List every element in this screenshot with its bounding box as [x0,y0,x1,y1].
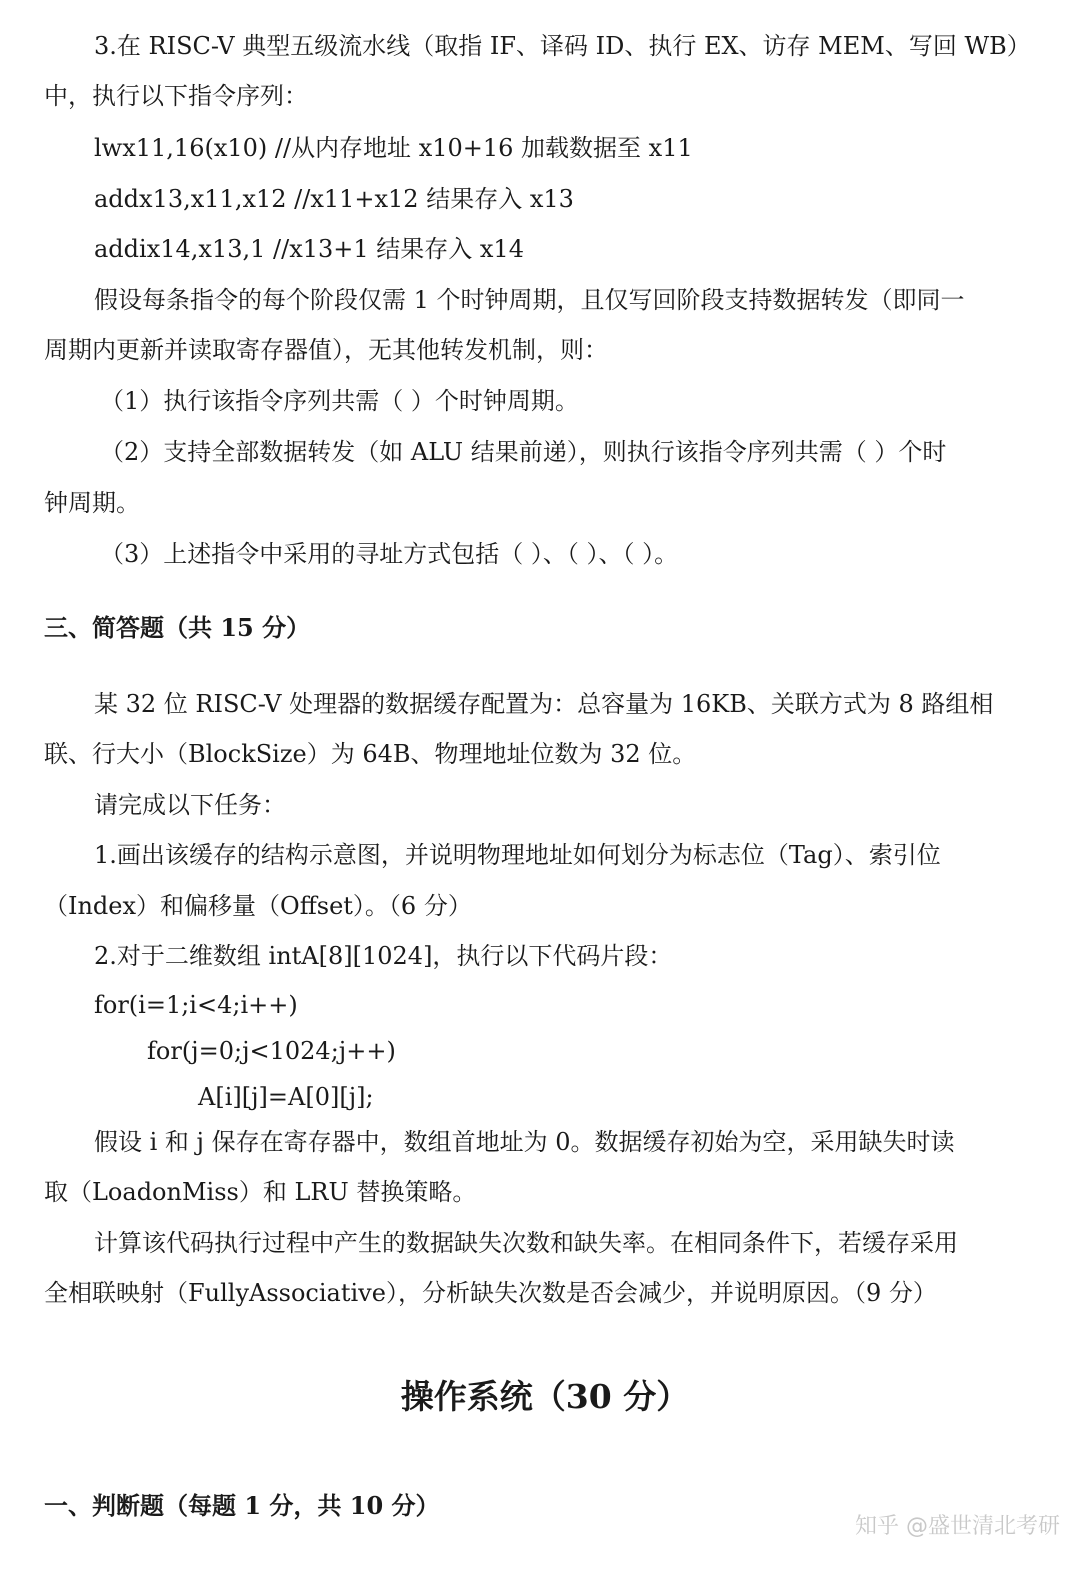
os-heading: 一、判断题（每题 1 分，共 10 分） [44,1491,440,1520]
section-heading: 三、简答题（共 15 分） [44,613,311,642]
q3-line2: 中，执行以下指令序列： [44,82,308,110]
compute-line-2: 全相联映射（FullyAssociative），分析缺失次数是否会减少，并说明原因。（9 分） [44,1279,937,1307]
code-loop-body: A[i][j]=A[0][j]; [198,1083,374,1111]
task-intro: 请完成以下任务： [94,791,286,819]
sub-question-2a: （2）支持全部数据转发（如 ALU 结果前递），则执行该指令序列共需（ ）个时 [100,438,947,466]
assumption-line-1: 假设每条指令的每个阶段仅需 1 个时钟周期，且仅写回阶段支持数据转发（即同一 [94,286,965,314]
code-line-2: addx13,x11,x12 //x11+x12 结果存入 x13 [94,185,574,213]
code-loop-inner: for(j=0;j<1024;j++) [147,1037,396,1065]
task-2-intro: 2.对于二维数组 intA[8][1024]，执行以下代码片段： [94,942,673,970]
cache-config-line-2: 联、行大小（BlockSize）为 64B、物理地址位数为 32 位。 [44,740,697,768]
assumption-line-a: 假设 i 和 j 保存在寄存器中，数组首地址为 0。数据缓存初始为空，采用缺失时读 [94,1128,955,1156]
task-1-line-1: 1.画出该缓存的结构示意图，并说明物理地址如何划分为标志位（Tag）、索引位 [94,841,941,869]
assumption-line-2: 周期内更新并读取寄存器值），无其他转发机制，则： [44,336,608,364]
q3-line1: 3.在 RISC-V 典型五级流水线（取指 IF、译码 ID、执行 EX、访存 MEM、写回 WB） [94,32,1031,60]
sub-question-2b: 钟周期。 [44,489,140,517]
cache-config-line-1: 某 32 位 RISC-V 处理器的数据缓存配置为：总容量为 16KB、关联方式为 8 路组相 [94,690,994,718]
code-loop-outer: for(i=1;i<4;i++) [94,991,298,1019]
code-line-1: lwx11,16(x10) //从内存地址 x10+16 加载数据至 x11 [94,134,693,162]
compute-line-1: 计算该代码执行过程中产生的数据缺失次数和缺失率。在相同条件下，若缓存采用 [94,1229,958,1257]
task-1-line-2: （Index）和偏移量（Offset）。（6 分） [44,892,472,920]
sub-question-1: （1）执行该指令序列共需（ ）个时钟周期。 [100,387,579,415]
sub-question-3: （3）上述指令中采用的寻址方式包括（ ）、（ ）、（ ）。 [100,540,679,568]
os-title: 操作系统（30 分） [400,1377,690,1416]
code-line-3: addix14,x13,1 //x13+1 结果存入 x14 [94,235,524,263]
watermark: 知乎 @盛世清北考研 [855,1514,1060,1539]
assumption-line-b: 取（LoadonMiss）和 LRU 替换策略。 [44,1178,477,1206]
